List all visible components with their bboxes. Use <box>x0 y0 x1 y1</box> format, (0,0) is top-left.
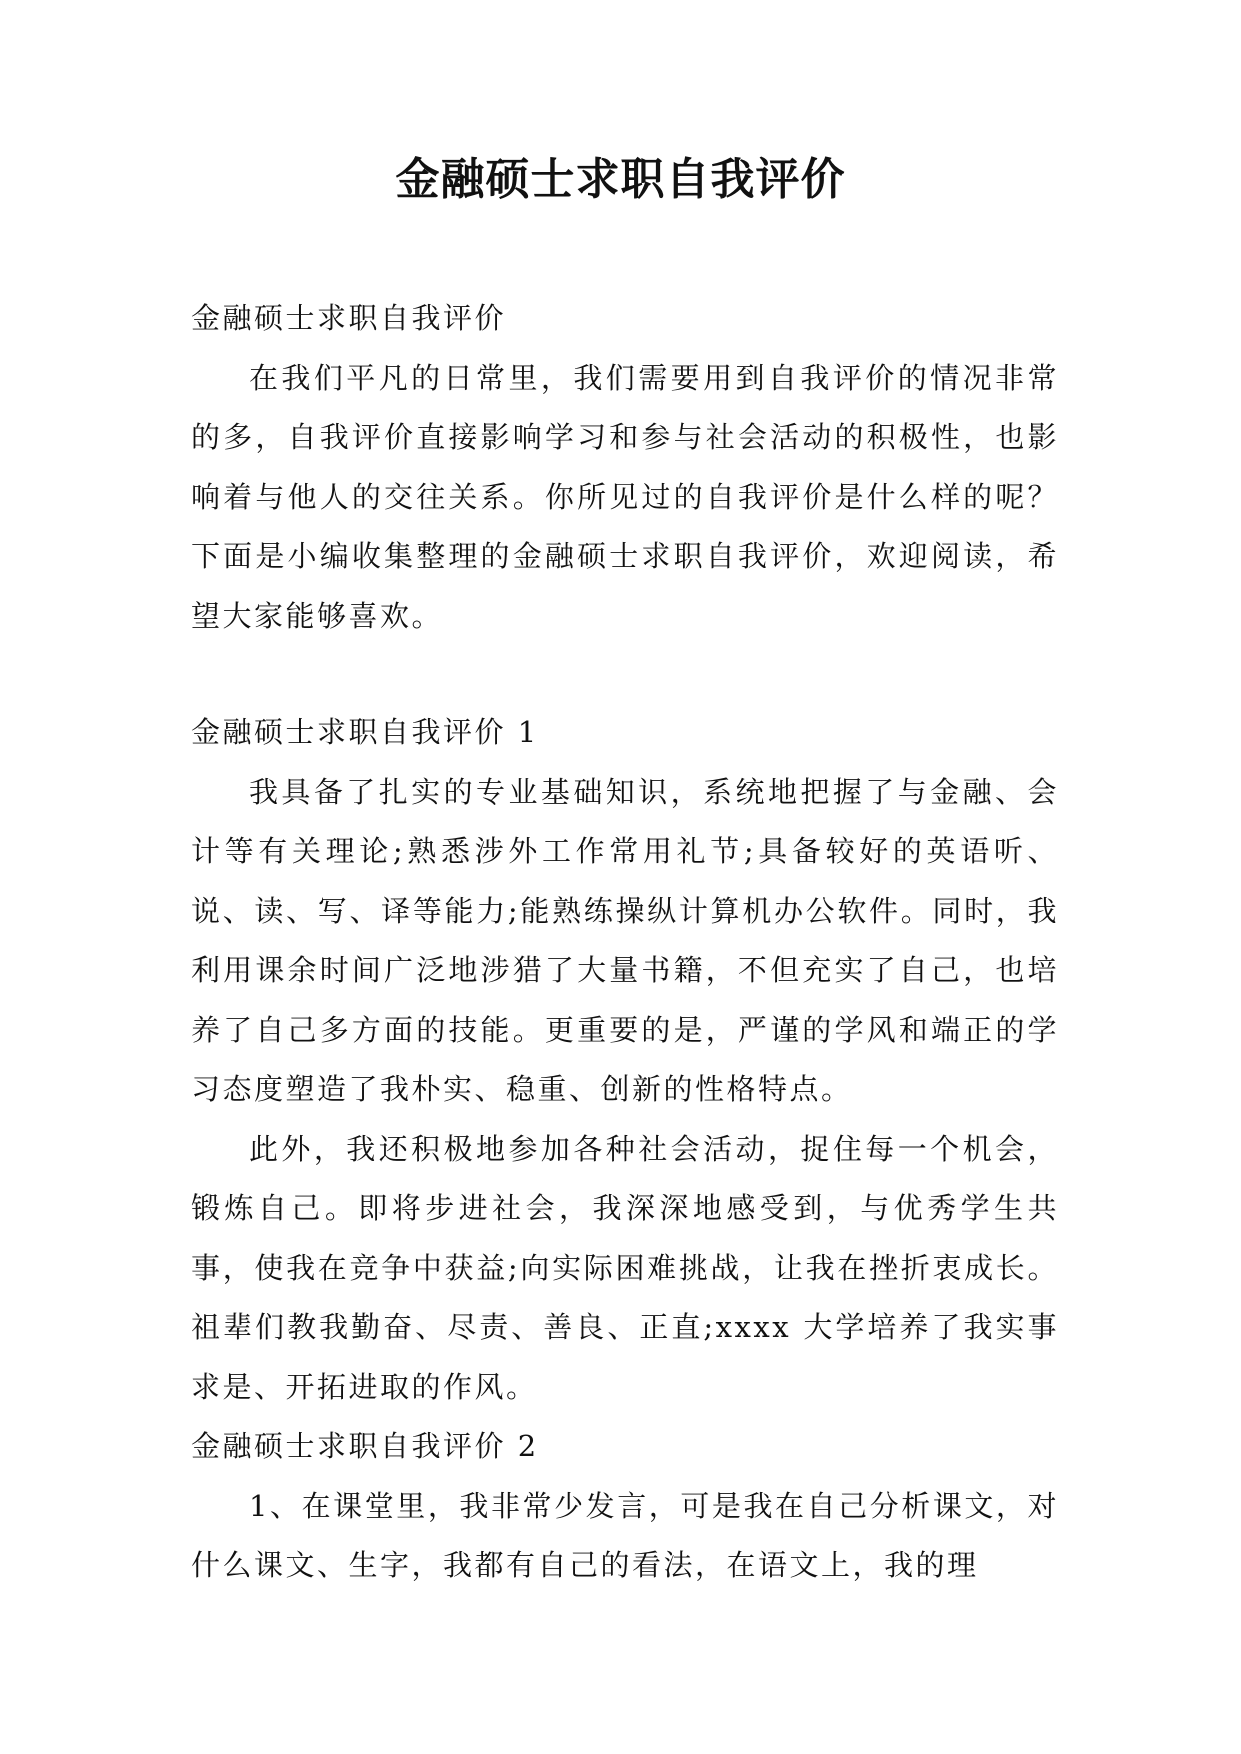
section-1-heading: 金融硕士求职自我评价 1 <box>191 715 539 749</box>
section-spacer <box>191 646 1059 703</box>
intro-heading: 金融硕士求职自我评价 <box>191 301 507 335</box>
section-1-paragraph-1: 我具备了扎实的专业基础知识，系统地把握了与金融、会计等有关理论;熟悉涉外工作常用礼节;具备较好的英语听、说、读、写、译等能力;能熟练操纵计算机办公软件。同时，我利用课余时间广泛地涉猎了大量书籍，不但充实了自己，也培养了自己多方面的技能。更重要的是，严谨的学风和端正的学习态度塑造了我朴实、稳重、创新的性格特点。 <box>191 774 1059 1106</box>
section-2-paragraph-1: 1、在课堂里，我非常少发言，可是我在自己分析课文，对什么课文、生字，我都有自己的看法，在语文上，我的理 <box>191 1488 1059 1582</box>
document-title: 金融硕士求职自我评价 <box>395 154 846 205</box>
intro-paragraph: 在我们平凡的日常里，我们需要用到自我评价的情况非常的多，自我评价直接影响学习和参与社会活动的积极性，也影响着与他人的交往关系。你所见过的自我评价是什么样的呢？下面是小编收集整理的金融硕士求职自我评价，欢迎阅读，希望大家能够喜欢。 <box>191 360 1059 633</box>
document-body <box>191 289 1059 1596</box>
section-2-heading: 金融硕士求职自我评价 2 <box>191 1429 539 1463</box>
section-1-paragraph-2: 此外，我还积极地参加各种社会活动，捉住每一个机会，锻炼自己。即将步进社会，我深深地感受到，与优秀学生共事，使我在竞争中获益;向实际困难挑战，让我在挫折衷成长。祖辈们教我勤奋、尽责、善良、正直;xxxx 大学培养了我实事求是、开拓进取的作风。 <box>191 1131 1059 1404</box>
